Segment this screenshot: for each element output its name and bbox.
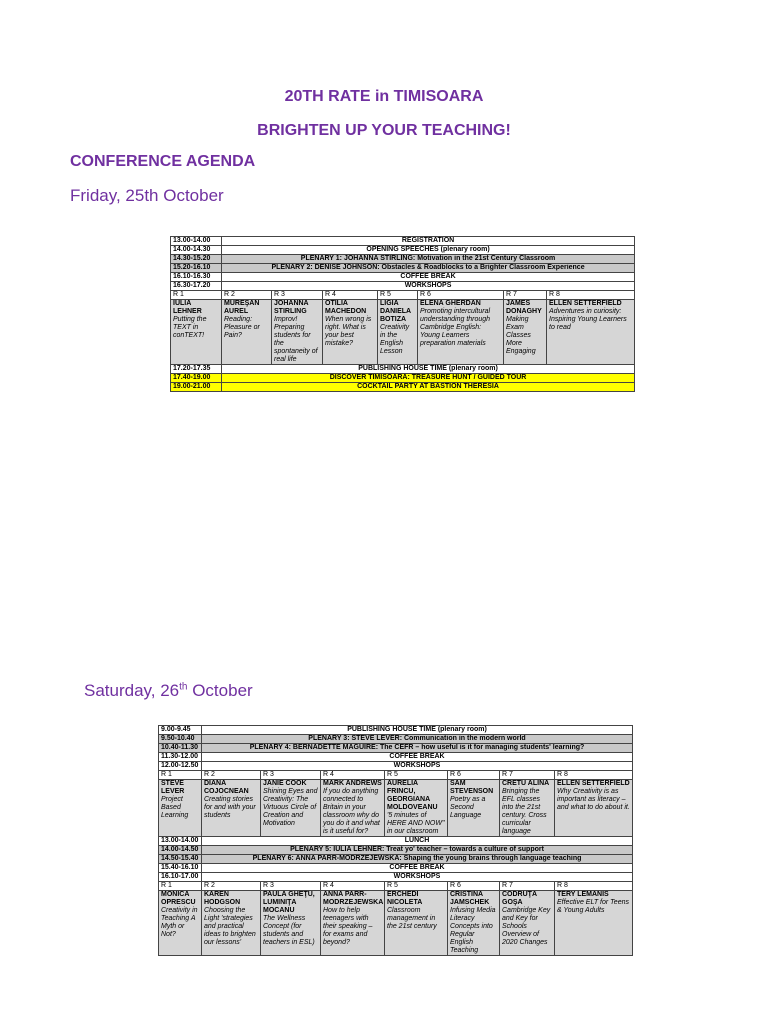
saturday-agenda-table [158, 725, 633, 956]
time-cell: 19.00-21.00 [171, 383, 222, 392]
schedule-row [171, 365, 635, 374]
workshop-cell [321, 780, 385, 837]
workshop-title: Promoting intercultural understanding through Cambridge English: Young Learners preparation materials [420, 308, 491, 347]
room-row [171, 291, 635, 300]
speaker-name: JOHANNA STIRLING [274, 300, 309, 315]
workshop-cell [202, 780, 261, 837]
schedule-row [159, 846, 633, 855]
schedule-row [159, 837, 633, 846]
schedule-row [159, 735, 633, 744]
schedule-row [159, 855, 633, 864]
workshop-cell [504, 300, 547, 365]
time-cell: 16.10-16.30 [171, 273, 222, 282]
speaker-name: KAREN HODGSON [204, 891, 241, 906]
workshop-title: Why Creativity is as important as literacy – and what to do about it. [557, 788, 630, 811]
schedule-row [159, 873, 633, 882]
speaker-name: PAULA GHEŢU, LUMINIŢA MOCANU [263, 891, 315, 914]
speaker-name: CRETU ALINA [502, 780, 550, 787]
workshop-title: Choosing the Light 'strategies and practical ideas to brighten our lessons' [204, 907, 256, 946]
room-label: R 2 [202, 882, 261, 891]
workshop-cell [448, 780, 500, 837]
room-label: R 7 [504, 291, 547, 300]
room-label: R 4 [321, 882, 385, 891]
workshop-cell [171, 300, 222, 365]
workshop-title: Creativity in the English Lesson [380, 324, 410, 355]
speaker-name: TERY LEMANIS [557, 891, 609, 898]
speaker-name: JAMES DONAGHY [506, 300, 542, 315]
room-row [159, 882, 633, 891]
friday-heading: Friday, 25th October [70, 186, 224, 205]
schedule-row [171, 383, 635, 392]
time-cell: 17.20-17.35 [171, 365, 222, 374]
workshop-title: Poetry as a Second Language [450, 796, 486, 819]
workshop-cell [500, 780, 555, 837]
session-cell: WORKSHOPS [202, 873, 633, 882]
time-cell: 13.00-14.00 [159, 837, 202, 846]
time-cell: 14.50-15.40 [159, 855, 202, 864]
room-label: R 3 [272, 291, 323, 300]
workshop-title: Improv! Preparing students for the spontaneity of real life [274, 316, 318, 363]
time-cell: 15.40-16.10 [159, 864, 202, 873]
schedule-row [171, 374, 635, 383]
workshop-cell [202, 891, 261, 956]
session-cell: COCKTAIL PARTY AT BASTION THERESIA [222, 383, 635, 392]
schedule-row [159, 864, 633, 873]
workshop-cell [555, 780, 633, 837]
speaker-name: DIANA COJOCNEAN [204, 780, 249, 795]
session-cell: PUBLISHING HOUSE TIME (plenary room) [202, 726, 633, 735]
session-cell: PUBLISHING HOUSE TIME (plenary room) [222, 365, 635, 374]
workshop-cell [547, 300, 635, 365]
session-cell: PLENARY 4: BERNADETTE MAGUIRE: The CEFR – how useful is it for managing students' learning? [202, 744, 633, 753]
schedule-row [171, 246, 635, 255]
workshop-title: Project Based Learning [161, 796, 189, 819]
workshop-title: Bringing the EFL classes into the 21st century. Cross curricular language [502, 788, 547, 835]
workshop-cell [159, 891, 202, 956]
workshop-cell [222, 300, 272, 365]
saturday-month: October [187, 681, 253, 700]
session-cell: WORKSHOPS [222, 282, 635, 291]
schedule-row [171, 255, 635, 264]
workshop-cell [418, 300, 504, 365]
workshop-cell [159, 780, 202, 837]
session-cell: COFFEE BREAK [202, 864, 633, 873]
speaker-name: LIGIA DANIELA BOTIZA [380, 300, 411, 323]
room-label: R 8 [555, 771, 633, 780]
workshop-cell [500, 891, 555, 956]
session-cell: PLENARY 1: JOHANNA STIRLING: Motivation in the 21st Century Classroom [222, 255, 635, 264]
workshop-cell [378, 300, 418, 365]
schedule-row [159, 726, 633, 735]
workshop-title: Making Exam Classes More Engaging [506, 316, 536, 355]
schedule-row [159, 762, 633, 771]
room-label: R 6 [448, 882, 500, 891]
speaker-name: STEVE LEVER [161, 780, 185, 795]
session-cell: PLENARY 2: DENISE JOHNSON: Obstacles & Roadblocks to a Brighter Classroom Experience [222, 264, 635, 273]
schedule-row [159, 744, 633, 753]
session-cell: PLENARY 6: ANNA PARR-MODRZEJEWSKA: Shaping the young brains through language teaching [202, 855, 633, 864]
workshop-title: Creativity in Teaching A Myth or Not? [161, 907, 198, 938]
room-label: R 7 [500, 882, 555, 891]
room-label: R 5 [378, 291, 418, 300]
saturday-day: Saturday, 26 [84, 681, 180, 700]
workshop-title: Shining Eyes and Creativity: The Virtuous Circle of Creation and Motivation [263, 788, 318, 827]
workshop-cell [321, 891, 385, 956]
speaker-name: MUREŞAN AUREL [224, 300, 260, 315]
time-cell: 14.00-14.30 [171, 246, 222, 255]
workshop-cell [448, 891, 500, 956]
time-cell: 14.30-15.20 [171, 255, 222, 264]
workshop-cell [385, 780, 448, 837]
room-row [159, 771, 633, 780]
room-label: R 4 [323, 291, 378, 300]
session-cell: WORKSHOPS [202, 762, 633, 771]
workshop-title: Infusing Media Literacy Concepts into Regular English Teaching [450, 907, 496, 954]
time-cell: 9.50-10.40 [159, 735, 202, 744]
speaker-name: JANIE COOK [263, 780, 307, 787]
session-cell: PLENARY 3: STEVE LEVER: Communication in the modern world [202, 735, 633, 744]
workshop-title: When wrong is right. What is your best mistake? [325, 316, 372, 347]
session-cell: REGISTRATION [222, 237, 635, 246]
workshop-row [171, 300, 635, 365]
session-cell: PLENARY 5: IULIA LEHNER: Treat yo' teacher – towards a culture of support [202, 846, 633, 855]
workshop-title: If you do anything connected to Britain in your classroom why do you do it and what is it useful for? [323, 788, 380, 835]
room-label: R 1 [171, 291, 222, 300]
saturday-heading [84, 681, 253, 701]
speaker-name: AURELIA FRINCU, GEORGIANA MOLDOVEANU [387, 780, 438, 811]
room-label: R 2 [202, 771, 261, 780]
room-label: R 6 [418, 291, 504, 300]
event-slogan: BRIGHTEN UP YOUR TEACHING! [257, 122, 511, 139]
friday-agenda-table [170, 236, 635, 392]
saturday-day-suffix: th [179, 681, 188, 693]
speaker-name: ELLEN SETTERFIELD [557, 780, 630, 787]
schedule-row [171, 264, 635, 273]
speaker-name: OTILIA MACHEDON [325, 300, 367, 315]
room-label: R 2 [222, 291, 272, 300]
workshop-cell [323, 300, 378, 365]
room-label: R 3 [261, 771, 321, 780]
room-label: R 5 [385, 882, 448, 891]
schedule-row [171, 282, 635, 291]
workshop-cell [272, 300, 323, 365]
room-label: R 1 [159, 771, 202, 780]
workshop-row [159, 780, 633, 837]
speaker-name: SAM STEVENSON [450, 780, 494, 795]
room-label: R 8 [547, 291, 635, 300]
speaker-name: IULIA LEHNER [173, 300, 202, 315]
workshop-title: Effective ELT for Teens & Young Adults [557, 899, 629, 914]
speaker-name: ERCHEDI NICOLETA [387, 891, 423, 906]
workshop-title: Reading: Pleasure or Pain? [224, 316, 260, 339]
room-label: R 5 [385, 771, 448, 780]
time-cell: 17.40-19.00 [171, 374, 222, 383]
schedule-row [171, 237, 635, 246]
workshop-cell [261, 780, 321, 837]
event-title: 20TH RATE in TIMISOARA [284, 88, 484, 105]
workshop-cell [385, 891, 448, 956]
speaker-name: ANNA PARR-MODRZEJEWSKA [323, 891, 384, 906]
time-cell: 16.10-17.00 [159, 873, 202, 882]
workshop-title: Adventures in curiosity: Inspiring Young Learners to read [549, 308, 627, 331]
agenda-heading: CONFERENCE AGENDA [70, 153, 256, 170]
time-cell: 16.30-17.20 [171, 282, 222, 291]
workshop-cell [555, 891, 633, 956]
workshop-row [159, 891, 633, 956]
speaker-name: CRISTINA JAMSCHEK [450, 891, 490, 906]
room-label: R 4 [321, 771, 385, 780]
speaker-name: ELLEN SETTERFIELD [549, 300, 622, 307]
time-cell: 10.40-11.30 [159, 744, 202, 753]
session-cell: COFFEE BREAK [222, 273, 635, 282]
time-cell: 9.00-9.45 [159, 726, 202, 735]
session-cell: LUNCH [202, 837, 633, 846]
schedule-row [159, 753, 633, 762]
time-cell: 13.00-14.00 [171, 237, 222, 246]
workshop-title: Cambridge Key and Key for Schools Overview of 2020 Changes [502, 907, 551, 946]
room-label: R 6 [448, 771, 500, 780]
room-label: R 7 [500, 771, 555, 780]
speaker-name: MONICA OPRESCU [161, 891, 196, 906]
room-label: R 1 [159, 882, 202, 891]
time-cell: 12.00-12.50 [159, 762, 202, 771]
time-cell: 15.20-16.10 [171, 264, 222, 273]
workshop-title: Classroom management in the 21st century [387, 907, 437, 930]
session-cell: OPENING SPEECHES (plenary room) [222, 246, 635, 255]
workshop-title: Putting the TEXT in conTEXT! [173, 316, 207, 339]
time-cell: 11.30-12.00 [159, 753, 202, 762]
session-cell: COFFEE BREAK [202, 753, 633, 762]
workshop-title: '5 minutes of HERE AND NOW" in our classroom [387, 812, 445, 835]
workshop-title: How to help teenagers with their speaking – for exams and beyond? [323, 907, 373, 946]
speaker-name: ELENA GHERDAN [420, 300, 481, 307]
speaker-name: MARK ANDREWS [323, 780, 382, 787]
speaker-name: CODRUŢA GOŞA [502, 891, 537, 906]
workshop-title: Creating stories for and with your students [204, 796, 256, 819]
workshop-title: The Wellness Concept (for students and teachers in ESL) [263, 915, 315, 946]
schedule-row [171, 273, 635, 282]
workshop-cell [261, 891, 321, 956]
room-label: R 8 [555, 882, 633, 891]
room-label: R 3 [261, 882, 321, 891]
session-cell: DISCOVER TIMISOARA: TREASURE HUNT / GUIDED TOUR [222, 374, 635, 383]
time-cell: 14.00-14.50 [159, 846, 202, 855]
